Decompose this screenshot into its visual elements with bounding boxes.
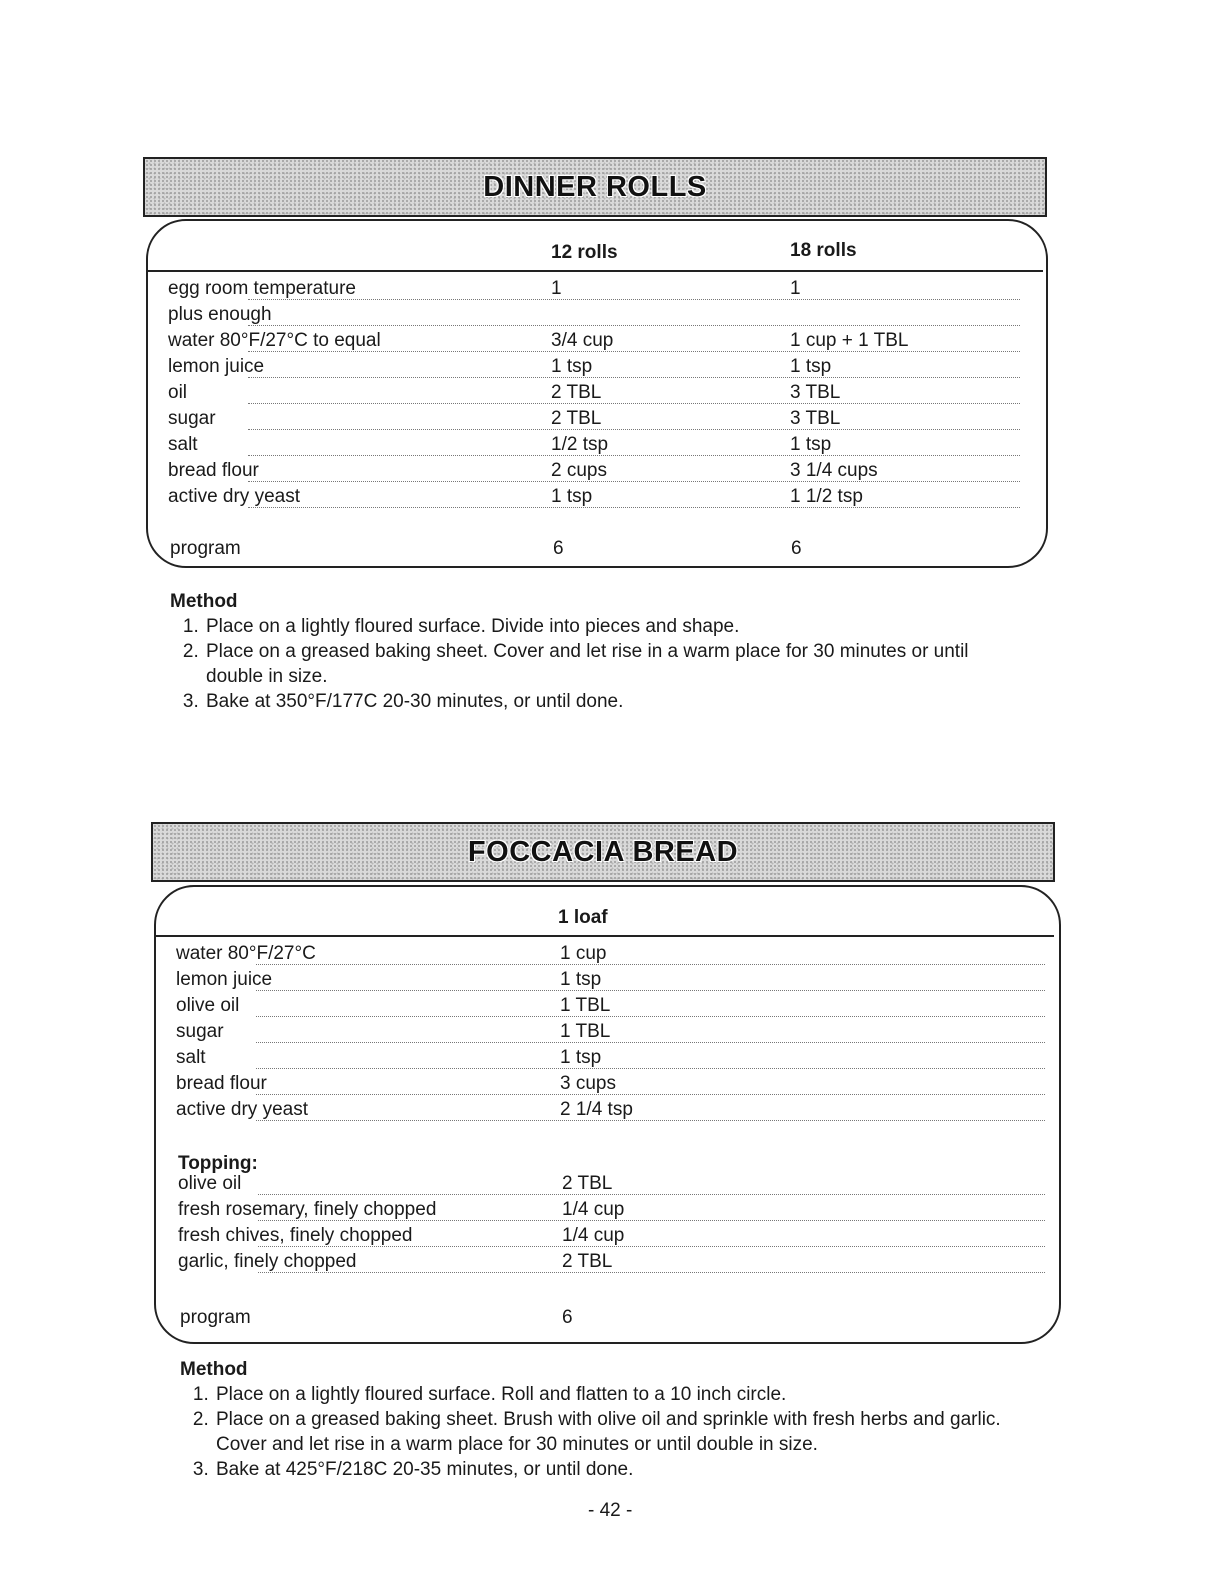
dinner-rolls-col-12-rolls: 12 rolls <box>551 242 618 263</box>
ingredient-name: olive oil <box>176 995 240 1016</box>
ingredient-qty-1: 2 TBL <box>562 1173 613 1194</box>
ingredient-row <box>0 1225 1229 1251</box>
leader-dots <box>258 1272 1045 1273</box>
ingredient-row <box>0 969 1229 995</box>
ingredient-name: salt <box>176 1047 206 1068</box>
dinner-rolls-header-rule <box>148 270 1043 272</box>
ingredient-row <box>0 356 1229 382</box>
ingredient-qty-1: 1/4 cup <box>562 1199 625 1220</box>
ingredient-row <box>0 1021 1229 1047</box>
leader-dots <box>256 1068 1045 1069</box>
ingredient-name: garlic, finely chopped <box>178 1251 357 1272</box>
method-step: 2. Place on a greased baking sheet. Brush with olive oil and sprinkle with fresh herbs and garlic. Cover and let rise in a warm place for 30 minutes or until double in size. <box>214 1407 1040 1457</box>
ingredient-name: plus enough <box>168 304 272 325</box>
ingredient-qty-1: 1 TBL <box>560 995 611 1016</box>
ingredient-qty-2: 1 cup + 1 TBL <box>790 330 909 351</box>
page-number: - 42 - <box>588 1500 633 1521</box>
foccacia-col-1-loaf: 1 loaf <box>558 907 608 928</box>
leader-dots <box>256 964 1045 965</box>
leader-dots <box>248 325 1020 326</box>
ingredient-row <box>0 486 1229 512</box>
ingredient-qty-1: 1/4 cup <box>562 1225 625 1246</box>
method-steps <box>170 614 1030 714</box>
ingredient-name: sugar <box>168 408 216 429</box>
method-step: 3. Bake at 425°F/218C 20-35 minutes, or until done. <box>214 1457 1040 1482</box>
method-title: Method <box>170 591 238 612</box>
ingredient-qty-1: 1 tsp <box>551 486 593 507</box>
ingredient-name: bread flour <box>176 1073 267 1094</box>
ingredient-row <box>0 434 1229 460</box>
ingredient-qty-2: 1 tsp <box>790 434 832 455</box>
ingredient-row <box>0 460 1229 486</box>
ingredient-qty-1: 3/4 cup <box>551 330 614 351</box>
leader-dots <box>248 299 1020 300</box>
method-title: Method <box>180 1359 248 1380</box>
leader-dots <box>248 455 1020 456</box>
ingredient-row <box>0 1251 1229 1277</box>
dinner-rolls-col-18-rolls: 18 rolls <box>790 240 857 261</box>
method-step: 1. Place on a lightly floured surface. Divide into pieces and shape. <box>204 614 1030 639</box>
ingredient-row <box>0 382 1229 408</box>
ingredient-row <box>0 1073 1229 1099</box>
program-label: program <box>170 538 241 559</box>
dinner-rolls-banner <box>143 157 1047 217</box>
ingredient-row <box>0 1199 1229 1225</box>
leader-dots <box>248 429 1020 430</box>
leader-dots <box>256 1042 1045 1043</box>
ingredient-qty-2: 3 1/4 cups <box>790 460 878 481</box>
ingredient-qty-2: 1 tsp <box>790 356 832 377</box>
dinner-rolls-program-row <box>0 538 1229 564</box>
ingredient-qty-2: 3 TBL <box>790 408 841 429</box>
ingredient-row <box>0 1173 1229 1199</box>
leader-dots <box>256 1094 1045 1095</box>
foccacia-title: FOCCACIA BREAD <box>467 835 739 868</box>
program-1-loaf: 6 <box>562 1307 573 1328</box>
ingredient-qty-2: 3 TBL <box>790 382 841 403</box>
ingredient-name: fresh rosemary, finely chopped <box>178 1199 437 1220</box>
topping-heading: Topping: <box>178 1153 258 1174</box>
ingredient-name: fresh chives, finely chopped <box>178 1225 413 1246</box>
ingredient-row <box>0 408 1229 434</box>
ingredient-name: bread flour <box>168 460 259 481</box>
leader-dots <box>248 481 1020 482</box>
ingredient-qty-1: 1 tsp <box>551 356 593 377</box>
leader-dots <box>258 1220 1045 1221</box>
ingredient-row <box>0 304 1229 330</box>
foccacia-method <box>180 1357 1040 1482</box>
ingredient-qty-1: 2 TBL <box>551 408 602 429</box>
ingredient-qty-1: 1 tsp <box>560 969 602 990</box>
program-12-rolls: 6 <box>553 538 564 559</box>
leader-dots <box>248 507 1020 508</box>
ingredient-qty-1: 1/2 tsp <box>551 434 609 455</box>
ingredient-qty-1: 3 cups <box>560 1073 616 1094</box>
ingredient-name: lemon juice <box>176 969 273 990</box>
ingredient-qty-1: 1 cup <box>560 943 607 964</box>
method-step: 1. Place on a lightly floured surface. Roll and flatten to a 10 inch circle. <box>214 1382 1040 1407</box>
ingredient-name: active dry yeast <box>176 1099 308 1120</box>
ingredient-qty-1: 2 1/4 tsp <box>560 1099 633 1120</box>
ingredient-qty-1: 2 cups <box>551 460 607 481</box>
method-steps <box>180 1382 1040 1482</box>
program-label: program <box>180 1307 251 1328</box>
ingredient-qty-1: 1 TBL <box>560 1021 611 1042</box>
ingredient-row <box>0 1047 1229 1073</box>
ingredient-qty-2: 1 <box>790 278 801 299</box>
leader-dots <box>248 403 1020 404</box>
ingredient-name: olive oil <box>178 1173 242 1194</box>
ingredient-qty-1: 2 TBL <box>551 382 602 403</box>
ingredient-name: oil <box>168 382 188 403</box>
ingredient-name: water 80°F/27°C <box>176 943 316 964</box>
leader-dots <box>258 1194 1045 1195</box>
ingredient-row <box>0 330 1229 356</box>
ingredient-row <box>0 1099 1229 1125</box>
leader-dots <box>248 351 1020 352</box>
ingredient-row <box>0 943 1229 969</box>
ingredient-row <box>0 995 1229 1021</box>
foccacia-header-rule <box>156 935 1054 937</box>
ingredient-name: sugar <box>176 1021 224 1042</box>
method-step: 2. Place on a greased baking sheet. Cover and let rise in a warm place for 30 minutes or until double in size. <box>204 639 1030 689</box>
leader-dots <box>248 377 1020 378</box>
leader-dots <box>256 1120 1045 1121</box>
foccacia-banner <box>151 822 1055 882</box>
leader-dots <box>256 990 1045 991</box>
ingredient-name: lemon juice <box>168 356 265 377</box>
ingredient-qty-2: 1 1/2 tsp <box>790 486 863 507</box>
dinner-rolls-method <box>170 589 1030 714</box>
ingredient-qty-1: 2 TBL <box>562 1251 613 1272</box>
ingredient-qty-1: 1 <box>551 278 562 299</box>
ingredient-name: salt <box>168 434 198 455</box>
ingredient-qty-1: 1 tsp <box>560 1047 602 1068</box>
method-step: 3. Bake at 350°F/177C 20-30 minutes, or until done. <box>204 689 1030 714</box>
ingredient-name: active dry yeast <box>168 486 300 507</box>
program-18-rolls: 6 <box>791 538 802 559</box>
ingredient-row <box>0 278 1229 304</box>
leader-dots <box>256 1016 1045 1017</box>
ingredient-name: water 80°F/27°C to equal <box>168 330 381 351</box>
foccacia-program-row <box>0 1307 1229 1333</box>
ingredient-name: egg room temperature <box>168 278 356 299</box>
leader-dots <box>258 1246 1045 1247</box>
dinner-rolls-title: DINNER ROLLS <box>483 170 707 203</box>
